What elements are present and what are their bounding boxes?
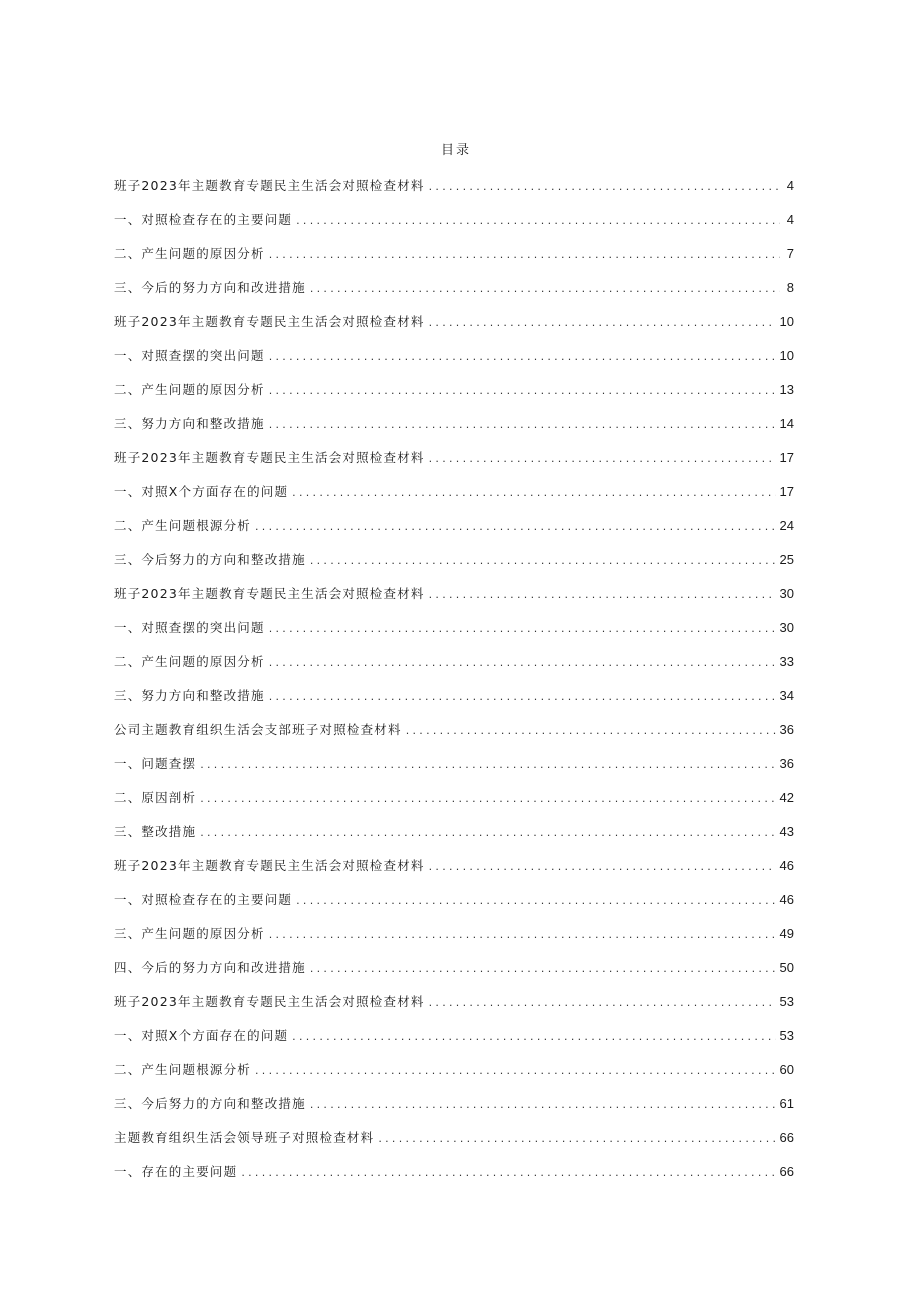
toc-leader-dots	[429, 993, 776, 1013]
toc-page-number: 60	[779, 1062, 794, 1077]
toc-leader-dots	[200, 789, 775, 809]
toc-page-number: 4	[786, 178, 794, 193]
toc-leader-dots	[429, 177, 780, 197]
toc-entry-text: 三、产生问题的原因分析	[114, 926, 265, 941]
toc-leader-dots	[269, 653, 776, 673]
toc-leader-dots	[310, 959, 776, 979]
toc-page-number: 30	[779, 586, 794, 601]
toc-leader-dots	[269, 925, 776, 945]
toc-entry-text: 公司主题教育组织生活会支部班子对照检查材料	[114, 722, 402, 737]
toc-entry[interactable]	[114, 482, 794, 516]
toc-page-number: 42	[779, 790, 794, 805]
toc-entry-text: 一、对照X个方面存在的问题	[114, 1028, 289, 1043]
toc-entry[interactable]	[114, 380, 794, 414]
toc-entry-text: 班子2023年主题教育专题民主生活会对照检查材料	[114, 858, 425, 873]
toc-entry-text: 二、产生问题的原因分析	[114, 382, 265, 397]
toc-entry-text: 一、对照X个方面存在的问题	[114, 484, 289, 499]
toc-leader-dots	[429, 449, 776, 469]
toc-entry[interactable]	[114, 890, 794, 924]
toc-entry-text: 班子2023年主题教育专题民主生活会对照检查材料	[114, 450, 425, 465]
toc-page-number: 46	[779, 892, 794, 907]
toc-page-number: 46	[779, 858, 794, 873]
toc-entry[interactable]	[114, 584, 794, 618]
toc-page-number: 4	[786, 212, 794, 227]
toc-entry[interactable]	[114, 652, 794, 686]
toc-entry-text: 二、产生问题根源分析	[114, 518, 252, 533]
toc-leader-dots	[255, 517, 776, 537]
toc-page-number: 7	[786, 246, 794, 261]
toc-page-number: 53	[779, 994, 794, 1009]
toc-leader-dots	[429, 857, 776, 877]
toc-page-number: 8	[786, 280, 794, 295]
toc-page-number: 17	[779, 484, 794, 499]
toc-entry[interactable]	[114, 1026, 794, 1060]
toc-entry[interactable]	[114, 856, 794, 890]
toc-entry-text: 二、产生问题的原因分析	[114, 654, 265, 669]
toc-entry[interactable]	[114, 754, 794, 788]
toc-entry[interactable]	[114, 788, 794, 822]
toc-entry[interactable]	[114, 516, 794, 550]
toc-entry-text: 班子2023年主题教育专题民主生活会对照检查材料	[114, 314, 425, 329]
toc-entry-text: 一、对照检查存在的主要问题	[114, 892, 293, 907]
toc-leader-dots	[378, 1129, 775, 1149]
toc-entry-text: 班子2023年主题教育专题民主生活会对照检查材料	[114, 178, 425, 193]
toc-entry[interactable]	[114, 924, 794, 958]
toc-page-number: 17	[779, 450, 794, 465]
toc-list	[114, 176, 794, 1196]
toc-leader-dots	[292, 1027, 775, 1047]
toc-page-number: 30	[779, 620, 794, 635]
toc-page-number: 25	[779, 552, 794, 567]
toc-page-number: 13	[779, 382, 794, 397]
toc-entry[interactable]	[114, 1060, 794, 1094]
toc-leader-dots	[200, 823, 775, 843]
toc-page-number: 61	[779, 1096, 794, 1111]
toc-leader-dots	[269, 245, 780, 265]
toc-entry-text: 三、今后努力的方向和整改措施	[114, 552, 306, 567]
toc-entry[interactable]	[114, 720, 794, 754]
toc-leader-dots	[292, 483, 775, 503]
toc-entry[interactable]	[114, 618, 794, 652]
toc-entry-text: 班子2023年主题教育专题民主生活会对照检查材料	[114, 586, 425, 601]
toc-entry-text: 一、对照检查存在的主要问题	[114, 212, 293, 227]
toc-leader-dots	[269, 347, 776, 367]
toc-leader-dots	[200, 755, 775, 775]
toc-entry[interactable]	[114, 550, 794, 584]
toc-entry[interactable]	[114, 176, 794, 210]
toc-page-number: 66	[779, 1130, 794, 1145]
toc-entry[interactable]	[114, 686, 794, 720]
toc-title: 目录	[440, 143, 471, 158]
toc-entry-text: 三、努力方向和整改措施	[114, 416, 265, 431]
toc-entry-text: 班子2023年主题教育专题民主生活会对照检查材料	[114, 994, 425, 1009]
toc-entry-text: 一、问题查摆	[114, 756, 197, 771]
toc-leader-dots	[310, 1095, 776, 1115]
toc-entry[interactable]	[114, 312, 794, 346]
toc-page-number: 14	[779, 416, 794, 431]
toc-page-number: 24	[779, 518, 794, 533]
toc-entry[interactable]	[114, 1094, 794, 1128]
toc-page-number: 50	[779, 960, 794, 975]
toc-entry-text: 一、存在的主要问题	[114, 1164, 238, 1179]
toc-entry-text: 主题教育组织生活会领导班子对照检查材料	[114, 1130, 375, 1145]
toc-entry[interactable]	[114, 448, 794, 482]
toc-entry[interactable]	[114, 414, 794, 448]
toc-page-number: 66	[779, 1164, 794, 1179]
toc-leader-dots	[296, 211, 780, 231]
toc-page-number: 33	[779, 654, 794, 669]
toc-leader-dots	[429, 585, 776, 605]
toc-page-number: 43	[779, 824, 794, 839]
toc-page-number: 10	[779, 348, 794, 363]
toc-entry[interactable]	[114, 958, 794, 992]
toc-leader-dots	[269, 619, 776, 639]
toc-leader-dots	[310, 279, 780, 299]
toc-entry-text: 三、努力方向和整改措施	[114, 688, 265, 703]
toc-leader-dots	[310, 551, 776, 571]
toc-entry-text: 三、整改措施	[114, 824, 197, 839]
toc-leader-dots	[429, 313, 776, 333]
toc-entry[interactable]	[114, 244, 794, 278]
toc-leader-dots	[255, 1061, 776, 1081]
toc-page-number: 53	[779, 1028, 794, 1043]
toc-entry[interactable]	[114, 1162, 794, 1196]
toc-entry-text: 二、产生问题的原因分析	[114, 246, 265, 261]
toc-entry-text: 三、今后的努力方向和改进措施	[114, 280, 306, 295]
toc-leader-dots	[296, 891, 775, 911]
toc-entry-text: 一、对照查摆的突出问题	[114, 620, 265, 635]
toc-entry[interactable]	[114, 210, 794, 244]
toc-entry-text: 三、今后努力的方向和整改措施	[114, 1096, 306, 1111]
toc-page-number: 10	[779, 314, 794, 329]
toc-entry[interactable]	[114, 278, 794, 312]
toc-page-number: 49	[779, 926, 794, 941]
toc-leader-dots	[269, 687, 776, 707]
toc-entry[interactable]	[114, 822, 794, 856]
toc-entry-text: 二、原因剖析	[114, 790, 197, 805]
toc-entry-text: 四、今后的努力方向和改进措施	[114, 960, 306, 975]
toc-entry[interactable]	[114, 992, 794, 1026]
toc-leader-dots	[269, 381, 776, 401]
toc-page-number: 36	[779, 756, 794, 771]
toc-page-number: 36	[779, 722, 794, 737]
toc-leader-dots	[241, 1163, 775, 1183]
toc-entry-text: 一、对照查摆的突出问题	[114, 348, 265, 363]
toc-page-number: 34	[779, 688, 794, 703]
toc-entry[interactable]	[114, 1128, 794, 1162]
toc-entry[interactable]	[114, 346, 794, 380]
toc-leader-dots	[406, 721, 776, 741]
toc-leader-dots	[269, 415, 776, 435]
toc-entry-text: 二、产生问题根源分析	[114, 1062, 252, 1077]
